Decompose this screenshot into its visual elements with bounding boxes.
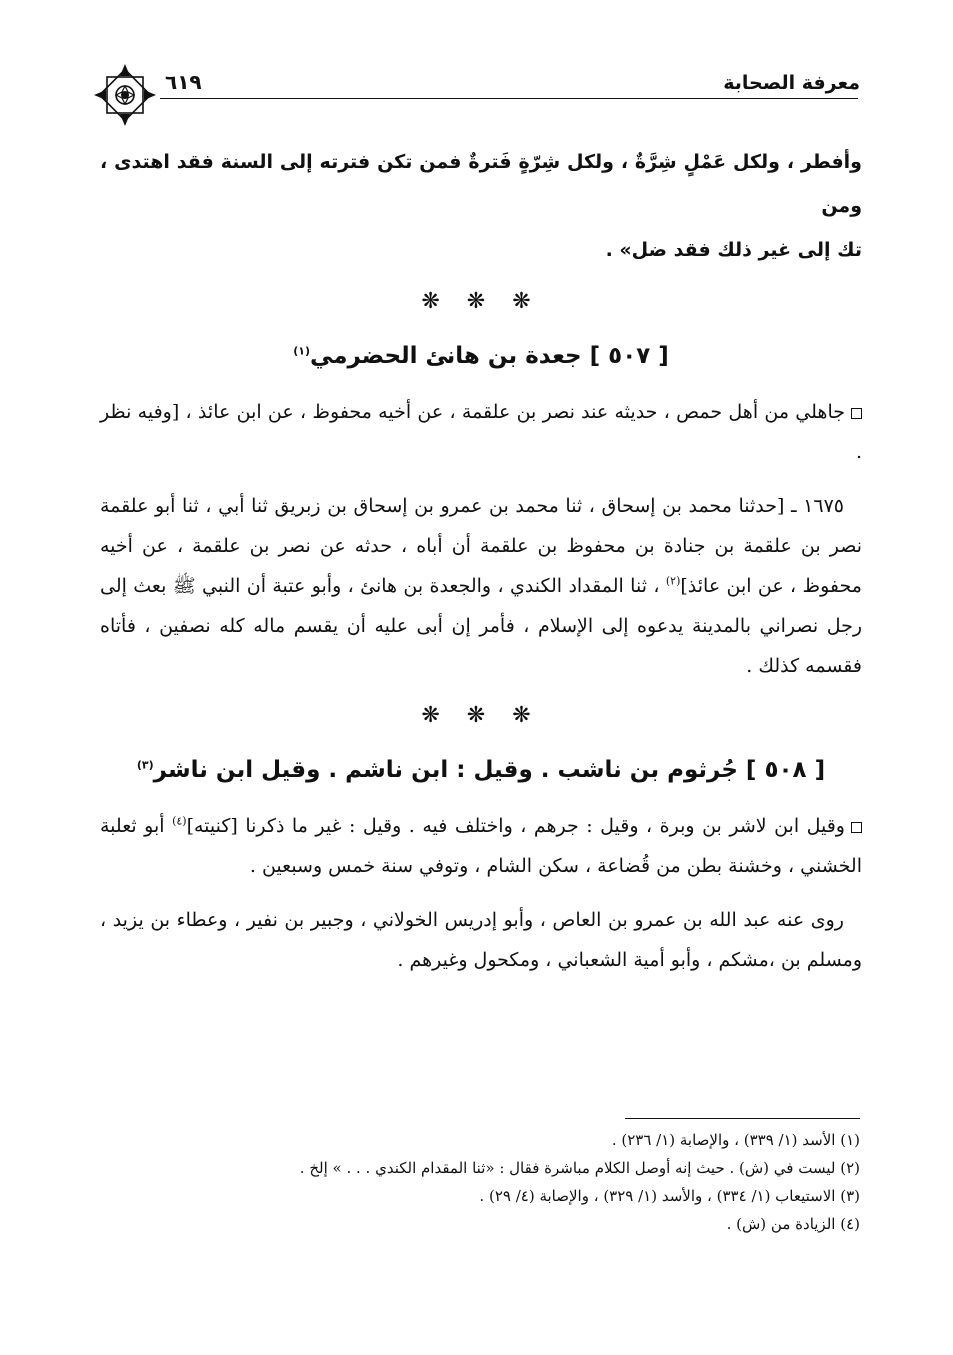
entry-508-bio-footnote-ref: (٤) xyxy=(172,814,187,828)
entry-508-title: [ ٥٠٨ ] جُرثوم بن ناشب . وقيل : ابن ناشم . وقيل ابن ناشر xyxy=(153,757,826,783)
entry-508-bio-part-2: أبو ثعلبة الخشني ، وخشنة بطن من قُضاعة ، سكن الشام ، وتوفي سنة خمس وسبعين . xyxy=(100,815,862,877)
top-paragraph-line-1: وأفطر ، ولكل عَمْلٍ شِرَّةٌ ، ولكل شِرّةٍ فَترةٌ فمن تكن فترته إلى السنة فقد اهتدى ، ومن xyxy=(100,151,862,217)
footnote-2: (٢) ليست في (ش) . حيث إنه أوصل الكلام مباشرة فقال : «ثنا المقدام الكندي . . . » إلخ . xyxy=(299,1159,860,1177)
entry-507-title: [ ٥٠٧ ] جعدة بن هانئ الحضرمي xyxy=(309,343,669,369)
entry-508-bio-part-1: وقيل ابن لاشر بن وبرة ، وقيل : جرهم ، واختلف فيه . وقيل : غير ما ذكرنا [كنيته] xyxy=(186,815,845,837)
section-separator-2: ❋ ❋ ❋ xyxy=(421,703,541,728)
footnote-rule xyxy=(625,1118,860,1119)
entry-507-bio xyxy=(100,392,862,472)
paragraph-box-icon xyxy=(851,822,862,833)
hadith-1675-part-1: ١٦٧٥ ـ [حدثنا محمد بن إسحاق ، ثنا محمد بن عمرو بن إسحاق بن زبريق ثنا أبي ، ثنا أبو علقمة نصر بن علقمة بن جنادة بن محفوظ بن علقمة أن أباه ، حدثه عن نصر بن علقمة ، عن أخيه محفوظ ، عن ابن عائذ] xyxy=(100,495,862,597)
footnote-4: (٤) الزيادة من (ش) . xyxy=(726,1215,860,1233)
hadith-1675 xyxy=(100,486,862,686)
section-separator-1: ❋ ❋ ❋ xyxy=(421,289,541,314)
page-header xyxy=(100,60,860,100)
main-text xyxy=(100,140,862,980)
page-number: ٦١٩ xyxy=(165,70,202,94)
hadith-1675-footnote-ref: (٢) xyxy=(665,574,681,588)
entry-507-bio-text: جاهلي من أهل حمص ، حديثه عند نصر بن علقمة ، عن أخيه محفوظ ، عن ابن عائذ ، [وفيه نظر . xyxy=(100,401,862,463)
footnotes xyxy=(100,1126,860,1238)
header-rule xyxy=(160,98,858,99)
hadith-1675-part-2: ، ثنا المقداد الكندي ، والجعدة بن هانئ ، وأبو عتبة أن النبي ﷺ بعث إلى رجل نصراني بالمدينة يدعوه إلى الإسلام ، فأمر إن أبى عليه أن يقسم ماله كله نصفين ، فأتاه فقسمه كذلك . xyxy=(100,575,862,677)
top-paragraph xyxy=(100,140,862,272)
entry-507-heading xyxy=(100,332,862,380)
top-paragraph-line-2: تك إلى غير ذلك فقد ضل» . xyxy=(605,239,862,261)
paragraph-box-icon xyxy=(851,408,862,419)
entry-508-footnote-ref: (٣) xyxy=(136,758,154,772)
footnote-3: (٣) الاستيعاب (١/ ٣٣٤) ، والأسد (١/ ٣٢٩) ، والإصابة (٤/ ٢٩) . xyxy=(479,1187,860,1205)
entry-508-bio xyxy=(100,806,862,886)
entry-507-footnote-ref: (١) xyxy=(293,344,310,358)
entry-508-narrators: روى عنه عبد الله بن عمرو بن العاص ، وأبو إدريس الخولاني ، وجبير بن نفير ، وعطاء بن يزيد ، ومسلم بن ،مشكم ، وأبو أمية الشعباني ، ومكحول وغيرهم . xyxy=(100,909,862,971)
star-rosette-icon xyxy=(92,62,158,128)
running-title: معرفة الصحابة xyxy=(723,72,860,94)
footnote-1: (١) الأسد (١/ ٣٣٩) ، والإصابة (١/ ٢٣٦) . xyxy=(611,1131,860,1149)
entry-508-heading xyxy=(100,746,862,794)
